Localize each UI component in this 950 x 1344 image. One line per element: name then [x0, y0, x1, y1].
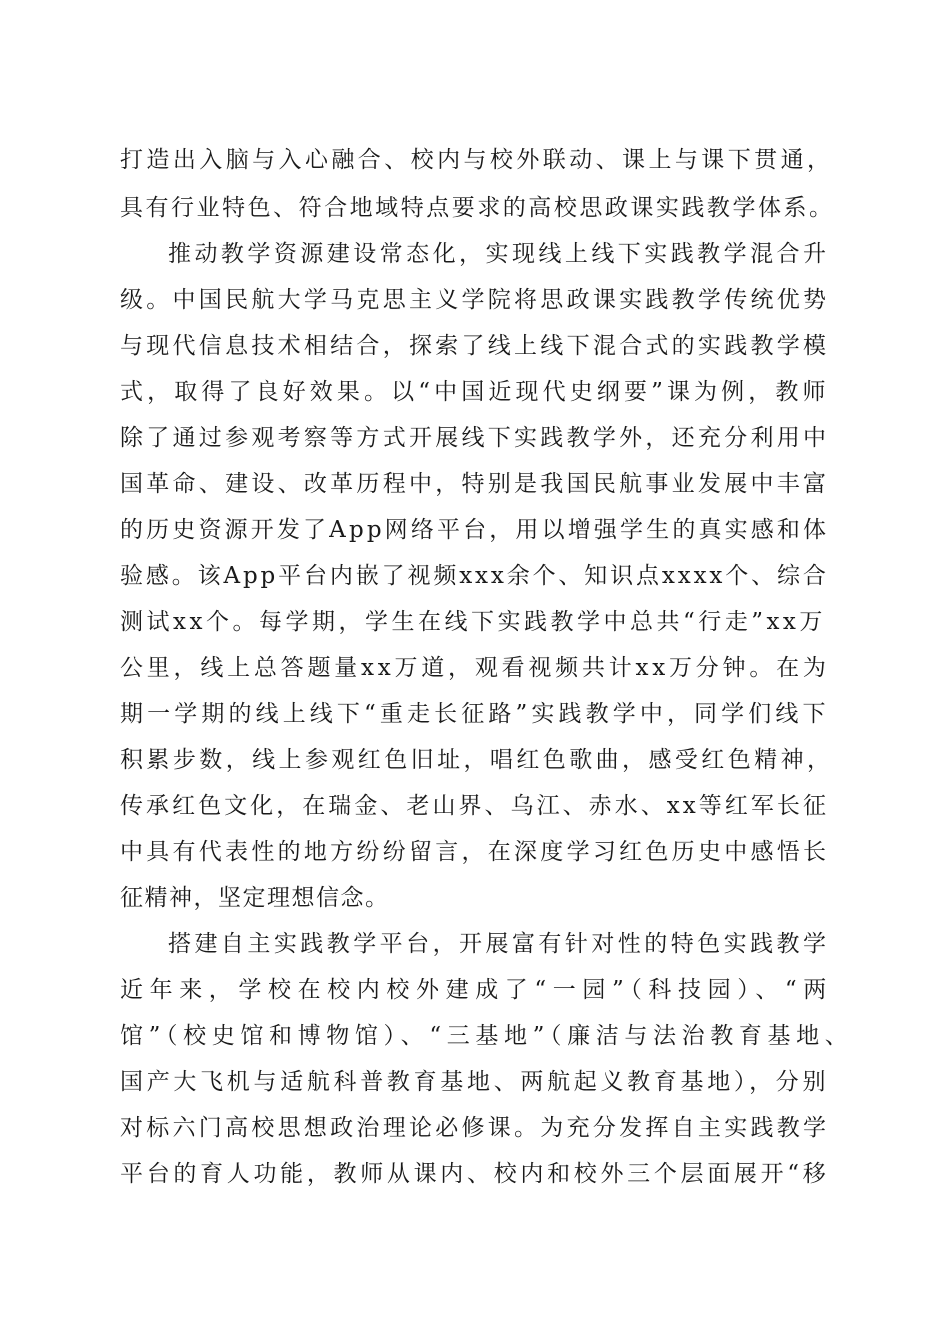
paragraph-start-line: 近年来，学校在校内校外建成了“一园”（科技园）、“两 [120, 977, 833, 1003]
text-line: 测试xx个。每学期，学生在线下实践教学中总共“行走”xx万 [120, 609, 826, 635]
text-line: 积累步数，线上参观红色旧址，唱红色歌曲，感受红色精神， [120, 747, 834, 773]
text-line: 级。中国民航大学马克思主义学院将思政课实践教学传统优势 [120, 287, 830, 313]
text-line: 国革命、建设、改革历程中，特别是我国民航事业发展中丰富 [120, 471, 830, 497]
text-line: 平台的育人功能，教师从课内、校内和校外三个层面展开“移 [120, 1161, 830, 1187]
heading-line: 搭建自主实践教学平台，开展富有针对性的特色实践教学 [168, 931, 830, 957]
text-line: 的历史资源开发了App网络平台，用以增强学生的真实感和体 [120, 517, 830, 543]
text-line: 除了通过参观考察等方式开展线下实践教学外，还充分利用中 [120, 425, 830, 451]
text-line: 验感。该App平台内嵌了视频xxx余个、知识点xxxx个、综合 [120, 563, 829, 589]
text-line: 式，取得了良好效果。以“中国近现代史纲要”课为例，教师 [120, 379, 830, 405]
text-line: 期一学期的线上线下“重走长征路”实践教学中，同学们线下 [120, 701, 830, 727]
text-line: 具有行业特色、符合地域特点要求的高校思政课实践教学体系。 [120, 195, 835, 221]
text-line: 馆”（校史馆和博物馆）、“三基地”（廉洁与法治教育基地、 [120, 1023, 854, 1049]
text-line: 国产大飞机与适航科普教育基地、两航起义教育基地），分别 [120, 1069, 830, 1095]
text-line: 公里，线上总答题量xx万道，观看视频共计xx万分钟。在为 [120, 655, 830, 681]
text-line: 对标六门高校思想政治理论必修课。为充分发挥自主实践教学 [120, 1115, 830, 1141]
text-line: 中具有代表性的地方纷纷留言，在深度学习红色历史中感悟长 [120, 839, 830, 865]
paragraph-start-line: 推动教学资源建设常态化，实现线上线下实践教学混合升 [168, 241, 830, 267]
text-line: 打造出入脑与入心融合、校内与校外联动、课上与课下贯通， [120, 147, 834, 173]
text-line: 传承红色文化，在瑞金、老山界、乌江、赤水、xx等红军长征 [120, 793, 829, 819]
text-line: 与现代信息技术相结合，探索了线上线下混合式的实践教学模 [120, 333, 830, 359]
paragraph-end-line: 征精神，坚定理想信念。 [120, 885, 390, 911]
